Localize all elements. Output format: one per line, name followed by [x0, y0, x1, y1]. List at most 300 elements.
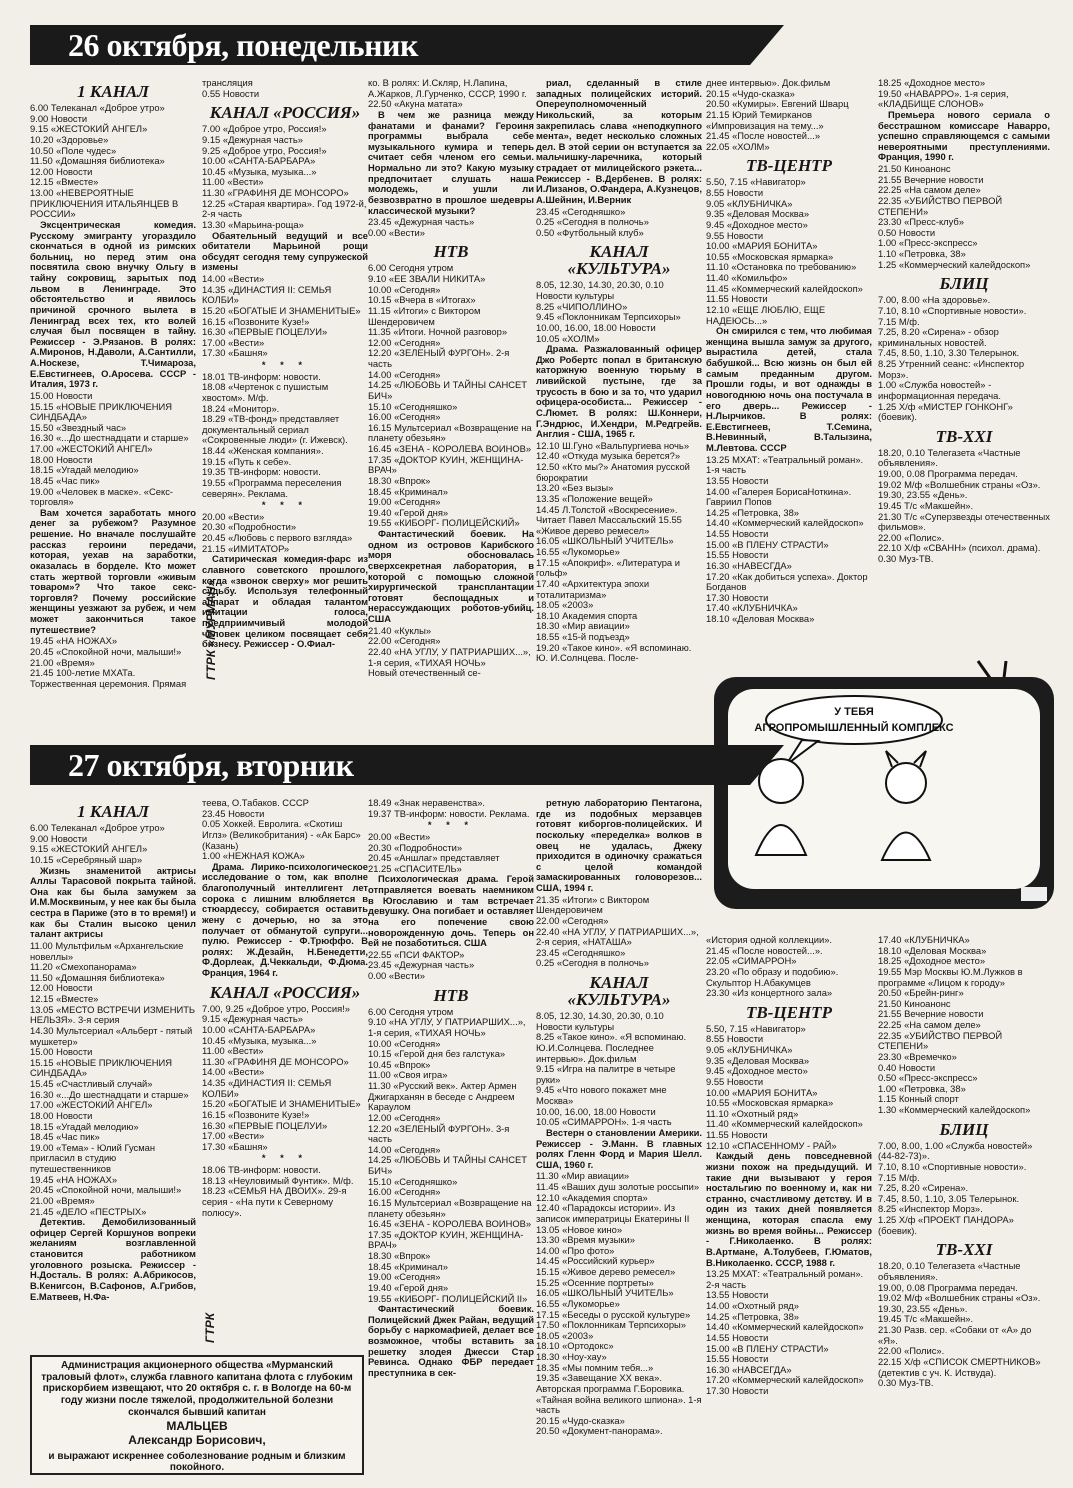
program-entry: 20.15 «Чудо-сказка»	[536, 1414, 625, 1426]
program-entry: 7.25, 8.20 «Сирена».	[878, 1182, 969, 1194]
program-entry: 18.00 Новости	[30, 453, 93, 465]
program-entry: 18.35 «Мы помним тебя...»	[536, 1361, 654, 1373]
program-entry: 14.25 «Петровка, 38»	[706, 506, 799, 518]
program-entry: 10.20 «Здоровье»	[30, 133, 109, 145]
program-entry: 17.35 «ДОКТОР КУИН, ЖЕНЩИНА-ВРАЧ»	[368, 1228, 524, 1251]
schedule-column	[30, 78, 196, 689]
program-entry: 22.00 «Полис».	[878, 1345, 945, 1357]
program-entry: 9.55 Новости	[706, 229, 764, 241]
program-entry: 21.30 Разв. сер. «Собаки от «А» до «Я».	[878, 1324, 1032, 1346]
channel-heading: ТВ-XXI	[935, 426, 993, 446]
program-entry: 20.45 «Аншлаг» представляет	[368, 852, 500, 864]
program-entry: 9.25 «Доброе утро, Россия!»	[202, 144, 327, 156]
program-entry: 12.40 «Откуда музыка берется?»	[536, 450, 681, 462]
program-entry: 19.15 «Путь к себе».	[202, 455, 292, 467]
program-entry: 20.50 «Кумиры». Евгений Шварц	[706, 98, 849, 110]
program-description: Фантастический боевик. Полицейский Джек Райан, ведущий борьбу с наркомафией, делает все возможное, чтобы вставить за решетку злодея Джесси Стар Ревинса. Однако ФБР передает преступника в сек-	[368, 1303, 534, 1378]
cartoon-speech-2: АГРОПРОМЫШЛЕННЫЙ КОМПЛЕКС	[754, 722, 954, 734]
program-entry: 0.50 «Футбольный клуб»	[536, 226, 644, 238]
program-description: Эксцентрическая комедия. Русскому эмигранту угораздило скончаться в одной из римских больниц, но перед этим она посвятила свою внучку Ольгу в тайну сокровищ, зарытых под львом в Ленинграде. Это обстоятельство и явилось причиной срочного вылета в Ленинград всех тех, кто волей случая был посвящен в тайну. Режиссер - Э.Рязанов. В ролях: А.Миронов, Н.Даволи, А.Сантилли, А.Носкезе, Т.Чимароза, Е.Евстигнеев, О.Аросева. СССР - Италия, 1973 г.	[30, 218, 196, 390]
schedule-column	[878, 935, 1050, 1389]
program-entry: 19.55 «КИБОРГ- ПОЛИЦЕЙСКИЙ II»	[368, 1292, 528, 1304]
program-entry: 14.55 Новости	[706, 528, 769, 539]
program-entry: 0.30 Муз-ТВ.	[878, 553, 934, 564]
program-entry: 14.45 «Российский курьер»	[536, 1255, 655, 1267]
program-entry: 10.00 «МАРИЯ БОНИТА»	[706, 240, 818, 252]
program-entry: 21.45 «ДЕЛО «ПЕСТРЫХ»	[30, 1205, 147, 1217]
program-description: ретную лабораторию Пентагона, где из подобных мерзавцев готовят киборгов-полицейских. И поскольку «переделка» волков в овец не удалась, Джеку приходится в одиночку сражаться с целой командой замаскированных головорезов... США, 1994 г.	[536, 797, 702, 893]
program-entry: 7.15 М/ф.	[878, 1171, 920, 1183]
program-entry: 10.05 «ХОЛМ»	[536, 332, 600, 344]
program-entry: 13.05 «МЕСТО ВСТРЕЧИ ИЗМЕНИТЬ НЕЛЬЗЯ». 3-я серия	[30, 1003, 196, 1026]
program-entry: 11.00 Мультфильм «Архангельские новеллы»	[30, 939, 184, 962]
schedule-column	[706, 78, 872, 625]
program-entry: 16.15 Мультсериал «Возвращение на планету обезьян»	[368, 421, 532, 444]
program-description: Он смирился с тем, что любимая женщина вышла замуж за другого, вырастила детей, стала бабушкой... Всю жизнь он был ей самым преданным другом. Прошли годы, и вот однажды в новогоднюю ночь она постучала в его дверь... Режиссер - Н.Лырчиков. В ролях: Е.Евстигнеев, Т.Семина, В.Невинный, В.Талызина, М.Левтова. СССР	[706, 325, 872, 453]
program-entry: 9.35 «Деловая Москва»	[706, 1054, 810, 1066]
program-entry: 9.00 Новости	[30, 112, 88, 124]
program-entry: 9.10 «ЕЕ ЗВАЛИ НИКИТА»	[368, 273, 486, 284]
schedule-column	[202, 78, 368, 651]
program-entry: 8.25 Утренний сеанс: «Инспектор Морз».	[878, 358, 1025, 380]
program-entry: 21.40 «Куклы»	[368, 624, 432, 636]
program-entry: 21.45 100-летие МХАТа. Торжественная церемония. Прямая	[30, 667, 187, 689]
program-entry: 10.00 «Сегодня»	[368, 1037, 441, 1049]
program-description: Обаятельный ведущий и все обитатели Марьиной рощи обсудят сегодня тему супружеской измены	[202, 229, 368, 273]
program-entry: 18.10 «Деловая Москва»	[878, 944, 987, 956]
program-entry: 19.45 Т/с «Макшейн».	[878, 1313, 974, 1325]
program-entry: 23.45 «Дежурная часть»	[368, 216, 475, 228]
program-entry: 12.00 Новости	[30, 165, 93, 177]
program-entry: 14.00 «Сегодня»	[368, 1143, 441, 1155]
program-entry: 12.10 Ш.Гуно «Вальпургиева ночь»	[536, 439, 690, 451]
program-entry: 18.00 Новости	[30, 1109, 93, 1121]
program-entry: 22.05 «ХОЛМ»	[706, 140, 770, 152]
cartoon-speech: У ТЕБЯ	[834, 706, 874, 718]
program-entry: 1.25 «Коммерческий калейдоскоп»	[878, 258, 1031, 270]
day-title: 26 октября, понедельник	[68, 27, 418, 63]
schedule-column	[536, 78, 702, 664]
program-entry: 23.45 «Сегодняшко»	[536, 946, 626, 958]
separator-stars: * * *	[261, 359, 309, 370]
program-entry: 22.55 «ПСИ ФАКТОР»	[368, 948, 465, 960]
program-entry: 22.05 «СИМАРРОН»	[706, 955, 797, 967]
schedule-column	[536, 798, 702, 1437]
program-entry: 21.00 «Время»	[30, 1194, 95, 1206]
channel-heading: КАНАЛ «КУЛЬТУРА»	[567, 973, 671, 1009]
program-entry: 9.05 «КЛУБНИЧКА»	[706, 197, 793, 209]
program-entry: 11.20 «Смехопанорама»	[30, 961, 137, 973]
program-entry: 16.05 «ШКОЛЬНЫЙ УЧИТЕЛЬ»	[536, 535, 674, 547]
program-entry: 1.00 «Петровка, 38»	[878, 1082, 966, 1094]
program-entry: 19.30, 23.55 «День».	[878, 1302, 968, 1314]
program-entry: 7.45, 8.50, 1.10, 3.05 Телерынок.	[878, 1192, 1020, 1204]
program-entry: 9.45 «Доходное место»	[706, 218, 808, 230]
program-entry: 17.30 «Башня»	[202, 347, 268, 359]
program-entry: 20.15 «Чудо-сказка»	[706, 87, 795, 99]
program-entry: 11.55 Новости	[706, 293, 768, 305]
program-entry: 22.25 «На самом деле»	[878, 184, 981, 196]
program-entry: 8.25 «Инспектор Морз».	[878, 1203, 983, 1215]
program-entry: 5.50, 7.15 «Навигатор»	[706, 1022, 806, 1034]
program-entry: 13.05 «Новое кино»	[536, 1223, 623, 1235]
program-entry: ко. В ролях: И.Скляр, Н.Лапина, А.Жарков, Л.Гурченко, СССР, 1990 г.	[368, 77, 527, 99]
program-entry: 18.10 «Деловая Москва»	[706, 613, 815, 624]
program-entry: 18.45 «Криминал»	[368, 485, 448, 497]
program-entry: 9.00 Новости	[30, 832, 88, 844]
program-entry: 18.30 «Впрок»	[368, 1250, 431, 1261]
schedule-column	[368, 78, 534, 679]
program-entry: 22.15 Х/ф «СПИСОК СМЕРТНИКОВ» (детектив с уч. К. Иствуда).	[878, 1355, 1041, 1378]
program-entry: 14.00 «Про фото»	[536, 1244, 615, 1256]
program-entry: 10.00 «МАРИЯ БОНИТА»	[706, 1086, 818, 1098]
program-entry: 0.30 Муз-ТВ.	[878, 1377, 934, 1389]
program-entry: 13.30 «Марьина-роща»	[202, 218, 304, 230]
program-entry: 16.15 «Позвоните Кузе!»	[202, 1108, 310, 1120]
program-entry: 12.00 Новости	[30, 982, 93, 994]
program-entry: 19.02 М/ф «Волшебник страны «Оз».	[878, 1292, 1041, 1304]
separator-stars: * * *	[427, 819, 475, 831]
program-entry: 10.00 «САНТА-БАРБАРА»	[202, 1023, 316, 1035]
program-entry: Новый отечественный се-	[368, 667, 481, 679]
channel-heading: КАНАЛ «КУЛЬТУРА»	[567, 242, 671, 279]
program-entry: 23.20 «По образу и подобию». Скульптор Н.Абакумцев	[706, 965, 839, 988]
program-entry: 20.30 «Подробности»	[368, 841, 463, 853]
program-entry: 9.15 «ЖЕСТОКИЙ АНГЕЛ»	[30, 843, 148, 855]
notice-condolence: и выражают искреннее соболезнование родным и близким покойного.	[48, 1450, 346, 1474]
program-entry: 9.10 «НА УГЛУ, У ПАТРИАРШИХ...», 1-я серия, «ТИХАЯ НОЧЬ»	[368, 1016, 526, 1038]
program-entry: 14.00 «Галерея БорисаНоткина». Гавриил Попов	[706, 485, 852, 508]
program-entry: 8.25 «ЧИПОЛЛИНО»	[536, 300, 628, 312]
program-entry: 17.20 «Как добиться успеха». Доктор Богданов	[706, 570, 868, 593]
program-entry: 18.45 «Криминал»	[368, 1260, 448, 1272]
program-entry: 19.00 «Человек в маске». «Секс-торговля»	[30, 485, 174, 508]
program-entry: 15.45 «Счастливый случай»	[30, 1078, 153, 1089]
program-entry: 0.55 Новости	[202, 87, 260, 99]
program-entry: 19.35 ТВ-информ: новости.	[202, 466, 321, 478]
program-entry: 14.25 «ЛЮБОВЬ И ТАЙНЫ САНСЕТ БИЧ»	[368, 1154, 528, 1176]
program-entry: 14.25 «ЛЮБОВЬ И ТАЙНЫ САНСЕТ БИЧ»	[368, 379, 528, 401]
program-entry: 18.08 «Чертенок с пушистым хвостом». М/ф.	[202, 381, 329, 403]
program-entry: 14.00 «Сегодня»	[368, 368, 441, 380]
program-entry: 20.45 «Любовь с первого взгляда»	[202, 532, 353, 543]
program-entry: 11.35 «Итоги. Ночной разговор»	[368, 326, 508, 338]
program-entry: 18.45 «Час пик»	[30, 1131, 100, 1143]
program-entry: 8.55 Новости	[706, 187, 764, 198]
program-entry: 16.30 «ПЕРВЫЕ ПОЦЕЛУИ»	[202, 1119, 328, 1131]
program-description: Детектив. Демобилизованный офицер Сергей Коршунов вопреки желаниям возглавленной становится работником уголовного розыска. Режиссер - Н.Досталь. В ролях: А.Абрикосов, В.Кенигсон, В.Сафонов, А.Грибов, Е.Матвеев, Н.Фа-	[30, 1216, 196, 1302]
program-entry: 18.20, 0.10 Телегазета «Частные объявления».	[878, 1260, 1021, 1282]
program-entry: 22.35 «УБИЙСТВО ПЕРВОЙ СТЕПЕНИ»	[878, 1029, 1003, 1052]
program-entry: 15.20 «БОГАТЫЕ И ЗНАМЕНИТЫЕ»	[202, 1098, 361, 1110]
program-entry: 10.45 «Впрок»	[368, 1058, 431, 1070]
notice-name-patronymic: Александр Борисович,	[128, 1433, 266, 1448]
program-entry: 19.20 «Такое кино». «Я вспоминаю. Ю. И.Солнцева. После-	[536, 641, 692, 664]
program-entry: 10.15 «Серебряный шар»	[30, 853, 143, 865]
program-entry: 8.25 «Такое кино». «Я вспоминаю. Ю.И.Солнцева. Последнее интервью». Док.фильм	[536, 1031, 687, 1064]
program-entry: 20.00 «Вести»	[202, 510, 265, 522]
program-entry: 14.25 «Петровка, 38»	[706, 1310, 799, 1322]
program-entry: 15.00 Новости	[30, 389, 93, 401]
program-entry: 17.15 «Беседы о русской культуре»	[536, 1308, 691, 1320]
program-entry: 15.00 «В ПЛЕНУ СТРАСТИ»	[706, 1342, 829, 1354]
program-entry: 17.15 «Апокриф». «Литература и гольф»	[536, 556, 680, 579]
program-entry: 10.45 «Музыка, музыка...»	[202, 1034, 317, 1046]
program-entry: 13.35 «Положение вещей»	[536, 492, 653, 504]
program-entry: 21.55 Вечерние новости	[878, 173, 984, 185]
program-entry: 17.20 «Коммерческий калейдоскоп»	[706, 1374, 864, 1386]
program-entry: 9.35 «Деловая Москва»	[706, 208, 810, 220]
program-entry: 19.45 «НА НОЖАХ»	[30, 1173, 118, 1185]
program-entry: 0.50 «Пресс-экспресс»	[878, 1072, 978, 1084]
program-entry: 7.15 М/ф.	[878, 315, 920, 327]
program-entry: 19.37 ТВ-информ: новости. Реклама.	[368, 807, 530, 819]
program-entry: 22.40 «НА УГЛУ, У ПАТРИАРШИХ...», 2-я серия, «НАТАША»	[536, 925, 699, 948]
program-entry: 23.45 «Дежурная часть»	[368, 959, 475, 971]
program-entry: 21.50 Киноанонс	[878, 997, 951, 1009]
program-entry: 10.55 «Московская ярмарка»	[706, 1097, 834, 1109]
program-entry: 6.00 Телеканал «Доброе утро»	[30, 822, 165, 833]
program-entry: 12.50 «Кто мы?» Анатомия русской бюрократии	[536, 461, 690, 483]
program-entry: 15.10 «Сегодняшко»	[368, 1175, 458, 1187]
program-entry: 18.30 «Впрок»	[368, 474, 431, 486]
program-entry: 16.05 «ШКОЛЬНЫЙ УЧИТЕЛЬ»	[536, 1287, 674, 1299]
program-entry: 9.05 «КЛУБНИЧКА»	[706, 1044, 793, 1055]
channel-heading: ТВ-XXI	[935, 1240, 993, 1260]
program-entry: 14.40 «Коммерческий калейдоскоп»	[706, 517, 864, 529]
program-entry: 8.05, 12.30, 14.30, 20.30, 0.10 Новости культуры	[536, 1010, 664, 1032]
program-entry: 19.55 «Программа переселения северян». Реклама.	[202, 476, 342, 499]
program-entry: 10.00, 16.00, 18.00 Новости	[536, 321, 656, 333]
program-entry: 18.05 «2003»	[536, 599, 594, 611]
program-entry: 9.45 «Что нового покажет мне Москва»	[536, 1084, 667, 1106]
program-entry: 14.35 «ДИНАСТИЯ II: СЕМЬЯ КОЛБИ»	[202, 1077, 332, 1099]
program-entry: 12.25 «Старая квартира». Год 1972-й, 2-я часть	[202, 197, 367, 220]
program-entry: 19.55 Мэр Москвы Ю.М.Лужков в программе «Лицом к городу»	[878, 965, 1023, 988]
program-entry: 11.00 «Своя игра»	[368, 1069, 448, 1081]
program-entry: 6.00 Сегодня утром	[368, 1005, 454, 1017]
program-entry: 18.45 «Час пик»	[30, 474, 100, 486]
program-entry: 18.01 ТВ-информ: новости.	[202, 370, 321, 382]
program-entry: 12.20 «ЗЕЛЕНЫЙ ФУРГОН». 3-я часть	[368, 1122, 510, 1145]
program-entry: 16.15 Мультсериал «Возвращение на планету обезьян»	[368, 1196, 532, 1219]
program-entry: 21.30 Т/с «Суперзвезды отечественных фильмов».	[878, 510, 1050, 533]
program-entry: 19.00 «Сегодня»	[368, 496, 441, 508]
program-entry: 10.00, 16.00, 18.00 Новости	[536, 1105, 656, 1117]
program-entry: 12.40 «Парадоксы истории». Из записок императрицы Екатерины II	[536, 1202, 690, 1224]
program-entry: 11.40 «Коммерческий калейдоскоп»	[706, 1118, 863, 1130]
program-entry: 14.40 «Коммерческий калейдоскоп»	[706, 1321, 864, 1333]
program-entry: 7.25, 8.20 «Сирена» - обзор криминальных новостей.	[878, 326, 999, 348]
program-entry: 18.25 «Доходное место»	[878, 77, 986, 88]
side-label-murman: ГТРК «МУРМАН»	[204, 579, 218, 680]
program-entry: 17.00 «ЖЕСТОКИЙ АНГЕЛ»	[30, 1099, 153, 1111]
program-entry: 0.05 Хоккей. Евролига. «Скотиш Иглз» (Великобритания) - «Ак Барс» (Казань)	[202, 818, 361, 851]
program-description: Жизнь знаменитой актрисы Аллы Тарасовой покрыта тайной. Она как бы была замужем за И.М.Москвиным, у нее как бы была сестра в Париже (это в то время!) и как бы Сталин высоко ценил талант актрисы	[30, 864, 196, 940]
program-entry: 9.45 «Доходное место»	[706, 1065, 808, 1077]
program-entry: 12.10 «Академия спорта»	[536, 1191, 648, 1203]
program-entry: 0.00 «Вести»	[368, 226, 425, 238]
program-entry: 1.25 Х/ф «ПРОЕКТ ПАНДОРА» (боевик).	[878, 1214, 1014, 1236]
program-entry: 8.55 Новости	[706, 1033, 764, 1045]
program-entry: 16.00 «Сегодня»	[368, 411, 441, 423]
program-entry: 23.30 «Времечко»	[878, 1050, 957, 1062]
program-entry: 14.55 Новости	[706, 1331, 769, 1343]
program-entry: 16.15 «Позвоните Кузе!»	[202, 315, 310, 327]
program-entry: 20.45 «Спокойной ночи, малыши!»	[30, 1184, 182, 1196]
program-entry: 14.00 «Вести»	[202, 1066, 265, 1078]
separator-stars: * * *	[261, 1152, 309, 1164]
program-entry: 12.20 «ЗЕЛЕНЫЙ ФУРГОН». 2-я часть	[368, 347, 510, 369]
program-entry: 10.00 «Сегодня»	[368, 283, 441, 295]
program-entry: 12.10 «СПАСЕННОМУ - РАЙ»	[706, 1139, 837, 1151]
program-entry: 9.55 Новости	[706, 1075, 764, 1087]
program-entry: 21.45 «После новостей...»	[706, 130, 821, 142]
program-entry: 10.05 «СИМАРРОН». 1-я часть	[536, 1116, 672, 1128]
program-entry: 8.05, 12.30, 14.30, 20.30, 0.10 Новости культуры	[536, 279, 664, 301]
program-entry: 14.00 «Вести»	[202, 273, 265, 284]
separator-stars: * * *	[261, 499, 309, 511]
program-entry: 17.40 «КЛУБНИЧКА»	[878, 934, 970, 945]
program-entry: 19.00 «Сегодня»	[368, 1271, 441, 1283]
program-entry: 16.30 «НАВСЕГДА»	[706, 1363, 792, 1375]
program-entry: 0.00 «Вести»	[368, 970, 425, 981]
program-entry: 17.40 «КЛУБНИЧКА»	[706, 602, 798, 614]
program-entry: 1.25 Х/ф «МИСТЕР ГОНКОНГ» (боевик).	[878, 400, 1013, 423]
program-entry: 23.30 «Из концертного зала»	[706, 987, 833, 999]
program-entry: 7.45, 8.50, 1.10, 3.30 Телерынок.	[878, 347, 1020, 359]
program-entry: 15.25 «Осенние портреты»	[536, 1276, 654, 1288]
program-entry: 21.15 «ИМИТАТОР»	[202, 542, 290, 554]
program-entry: 21.00 «Время»	[30, 656, 95, 668]
program-description: Фантастический боевик. На одном из островов Карибского моря обосновалась сверхсекретная лаборатория, в которой с помощью сложной хирургической трансплантации готовят беспощадных и нерассуждающих роботов-убийц. США	[368, 528, 534, 624]
program-entry: 6.00 Сегодня утром	[368, 262, 454, 274]
program-entry: 11.30 «ГРАФИНЯ ДЕ МОНСОРО»	[202, 1055, 349, 1067]
program-entry: 22.50 «Акуна матата»	[368, 98, 463, 110]
program-entry: 21.15 Юрий Темирканов «Импровизация на тему...»	[706, 108, 824, 131]
channel-heading: БЛИЦ	[939, 1119, 989, 1139]
program-entry: 9.15 «Дежурная часть»	[202, 1013, 303, 1025]
channel-heading: КАНАЛ «РОССИЯ»	[209, 982, 361, 1002]
program-entry: 11.30 «Мир авиации»	[536, 1170, 630, 1182]
program-entry: 9.15 «Дежурная часть»	[202, 133, 303, 145]
program-entry: 1.30 «Коммерческий калейдоскоп»	[878, 1104, 1031, 1115]
channel-heading: ТВ-ЦЕНТР	[746, 156, 832, 176]
program-entry: 19.00 «Тема» - Юлий Гусман пригласил в студию путешественников	[30, 1141, 156, 1174]
program-entry: 20.45 «Спокойной ночи, малыши!»	[30, 645, 182, 657]
channel-heading: НТВ	[433, 985, 469, 1005]
channel-heading: ТВ-ЦЕНТР	[746, 1002, 832, 1022]
program-entry: 18.06 ТВ-информ: новости.	[202, 1164, 321, 1175]
program-entry: 18.29 «ТВ-фонд» представляет документальный сериал «Сокровенные люди» (г. Ижевск).	[202, 413, 348, 446]
program-entry: 21.55 Вечерние новости	[878, 1008, 984, 1020]
program-entry: 12.15 «Вместе»	[30, 176, 99, 188]
program-entry: 20.30 «Подробности»	[202, 521, 297, 533]
program-entry: 18.44 «Женская компания».	[202, 445, 324, 456]
obituary-notice	[30, 1355, 364, 1475]
program-entry: 22.40 «НА УГЛУ, У ПАТРИАРШИХ...», 1-я серия, «ТИХАЯ НОЧЬ»	[368, 645, 531, 668]
program-entry: 18.55 «15-й подъезд»	[536, 631, 630, 642]
program-entry: 17.40 «Архитектура эпохи тоталитаризма»	[536, 577, 650, 600]
program-entry: 19.50 «НАВАРРО». 1-я серия, «КЛАДБИЩЕ СЛОНОВ»	[878, 87, 1009, 110]
program-entry: 15.00 «В ПЛЕНУ СТРАСТИ»	[706, 538, 829, 550]
program-entry: 9.45 «Поклонникам Терпсихоры»	[536, 311, 681, 323]
program-entry: 19.45 Т/с «Макшейн».	[878, 499, 974, 511]
program-entry: 17.00 «ЖЕСТОКИЙ АНГЕЛ»	[30, 443, 153, 454]
program-entry: 15.20 «БОГАТЫЕ И ЗНАМЕНИТЫЕ»	[202, 304, 361, 316]
program-entry: 11.40 «Комильфо»	[706, 272, 788, 283]
program-entry: 5.50, 7.15 «Навигатор»	[706, 176, 806, 188]
program-entry: 11.10 «Остановка по требованию»	[706, 261, 857, 273]
program-entry: 15.50 «Звездный час»	[30, 421, 127, 433]
program-entry: 18.30 «Мир авиации»	[536, 620, 630, 632]
program-entry: 14.45 Л.Толстой «Воскресение». Читает Павел Массальский 15.55 «Живое дерево ремесел»	[536, 503, 682, 536]
schedule-column	[30, 798, 196, 1303]
program-entry: 11.15 «Итоги» с Виктором Шендеровичем	[368, 304, 481, 327]
program-entry: 10.45 «Музыка, музыка...»	[202, 165, 317, 177]
program-entry: 13.55 Новости	[706, 474, 769, 486]
program-entry: 6.00 Телеканал «Доброе утро»	[30, 102, 165, 113]
program-entry: 23.45 «Сегодняшко»	[536, 205, 626, 217]
program-entry: 22.10 Х/ф «СВАНН» (психол. драма).	[878, 542, 1041, 554]
schedule-column	[878, 78, 1050, 565]
program-entry: 10.15 «Герой дня без галстука»	[368, 1048, 506, 1060]
program-entry: 19.00, 0.08 Программа передач.	[878, 468, 1018, 479]
program-entry: 15.15 «НОВЫЕ ПРИКЛЮЧЕНИЯ СИНДБАДА»	[30, 1056, 173, 1079]
program-entry: 11.00 «Вести»	[202, 1045, 264, 1057]
program-entry: 18.10 «Ортодокс»	[536, 1340, 614, 1352]
program-entry: 16.30 «НАВЕСГДА»	[706, 559, 792, 571]
program-entry: 17.00 «Вести»	[202, 336, 265, 348]
program-entry: 19.40 «Герой дня»	[368, 506, 449, 518]
program-entry: 10.50 «Поле чудес»	[30, 144, 117, 156]
program-entry: 13.20 «Без вызы»	[536, 482, 614, 494]
program-entry: 11.50 «Домашняя библиотека»	[30, 971, 165, 983]
notice-name: МАЛЬЦЕВ	[166, 1419, 228, 1434]
program-entry: 12.10 «ЕЩЕ ЛЮБЛЮ, ЕЩЕ НАДЕЮСЬ...»	[706, 303, 826, 326]
program-entry: 11.30 «Русский век». Актер Армен Джигарханян в беседе с Андреем Караулом	[368, 1080, 517, 1113]
channel-heading: НТВ	[433, 242, 469, 262]
program-entry: 1.00 «Пресс-экспресс»	[878, 237, 978, 249]
program-entry: 16.00 «Сегодня»	[368, 1186, 441, 1198]
program-entry: 10.15 «Вчера в «Итогах»	[368, 294, 476, 306]
program-entry: 22.00 «Полис».	[878, 531, 945, 543]
program-entry: 22.00 «Сегодня»	[536, 914, 609, 926]
program-entry: 1.15 Конный спорт	[878, 1093, 959, 1105]
program-entry: 18.05 «2003»	[536, 1329, 594, 1341]
program-entry: 18.49 «Знак неравенства».	[368, 797, 486, 808]
program-entry: 17.35 «ДОКТОР КУИН, ЖЕНЩИНА-ВРАЧ»	[368, 453, 524, 476]
program-entry: 23.45 Новости	[202, 807, 265, 819]
program-entry: 15.00 Новости	[30, 1046, 93, 1058]
day-title: 27 октября, вторник	[68, 747, 354, 783]
day-banner-26	[30, 25, 750, 65]
channel-heading: 1 КАНАЛ	[77, 802, 149, 821]
program-entry: 16.55 «Лукоморье»	[536, 546, 620, 557]
program-entry: 13.25 МХАТ: «Театральный роман». 2-я часть	[706, 1268, 864, 1290]
program-entry: 15.55 Новости	[706, 549, 769, 561]
schedule-column	[706, 935, 872, 1397]
program-entry: 0.25 «Сегодня в полночь»	[536, 216, 649, 228]
program-entry: 23.30 «Пресс-клуб»	[878, 216, 964, 228]
program-entry: 22.25 «На самом деле»	[878, 1019, 981, 1030]
program-entry: 14.30 Мультсериал «Альберт - пятый мушкетер»	[30, 1024, 193, 1047]
channel-heading: КАНАЛ «РОССИЯ»	[209, 103, 361, 123]
cartoon-tv-illustration	[706, 655, 1063, 917]
program-entry: 16.30 «...До шестнадцати и старше»	[30, 432, 189, 444]
program-entry: 17.50 «Поклонникам Терпсихоры»	[536, 1319, 686, 1331]
channel-heading: БЛИЦ	[939, 274, 989, 294]
